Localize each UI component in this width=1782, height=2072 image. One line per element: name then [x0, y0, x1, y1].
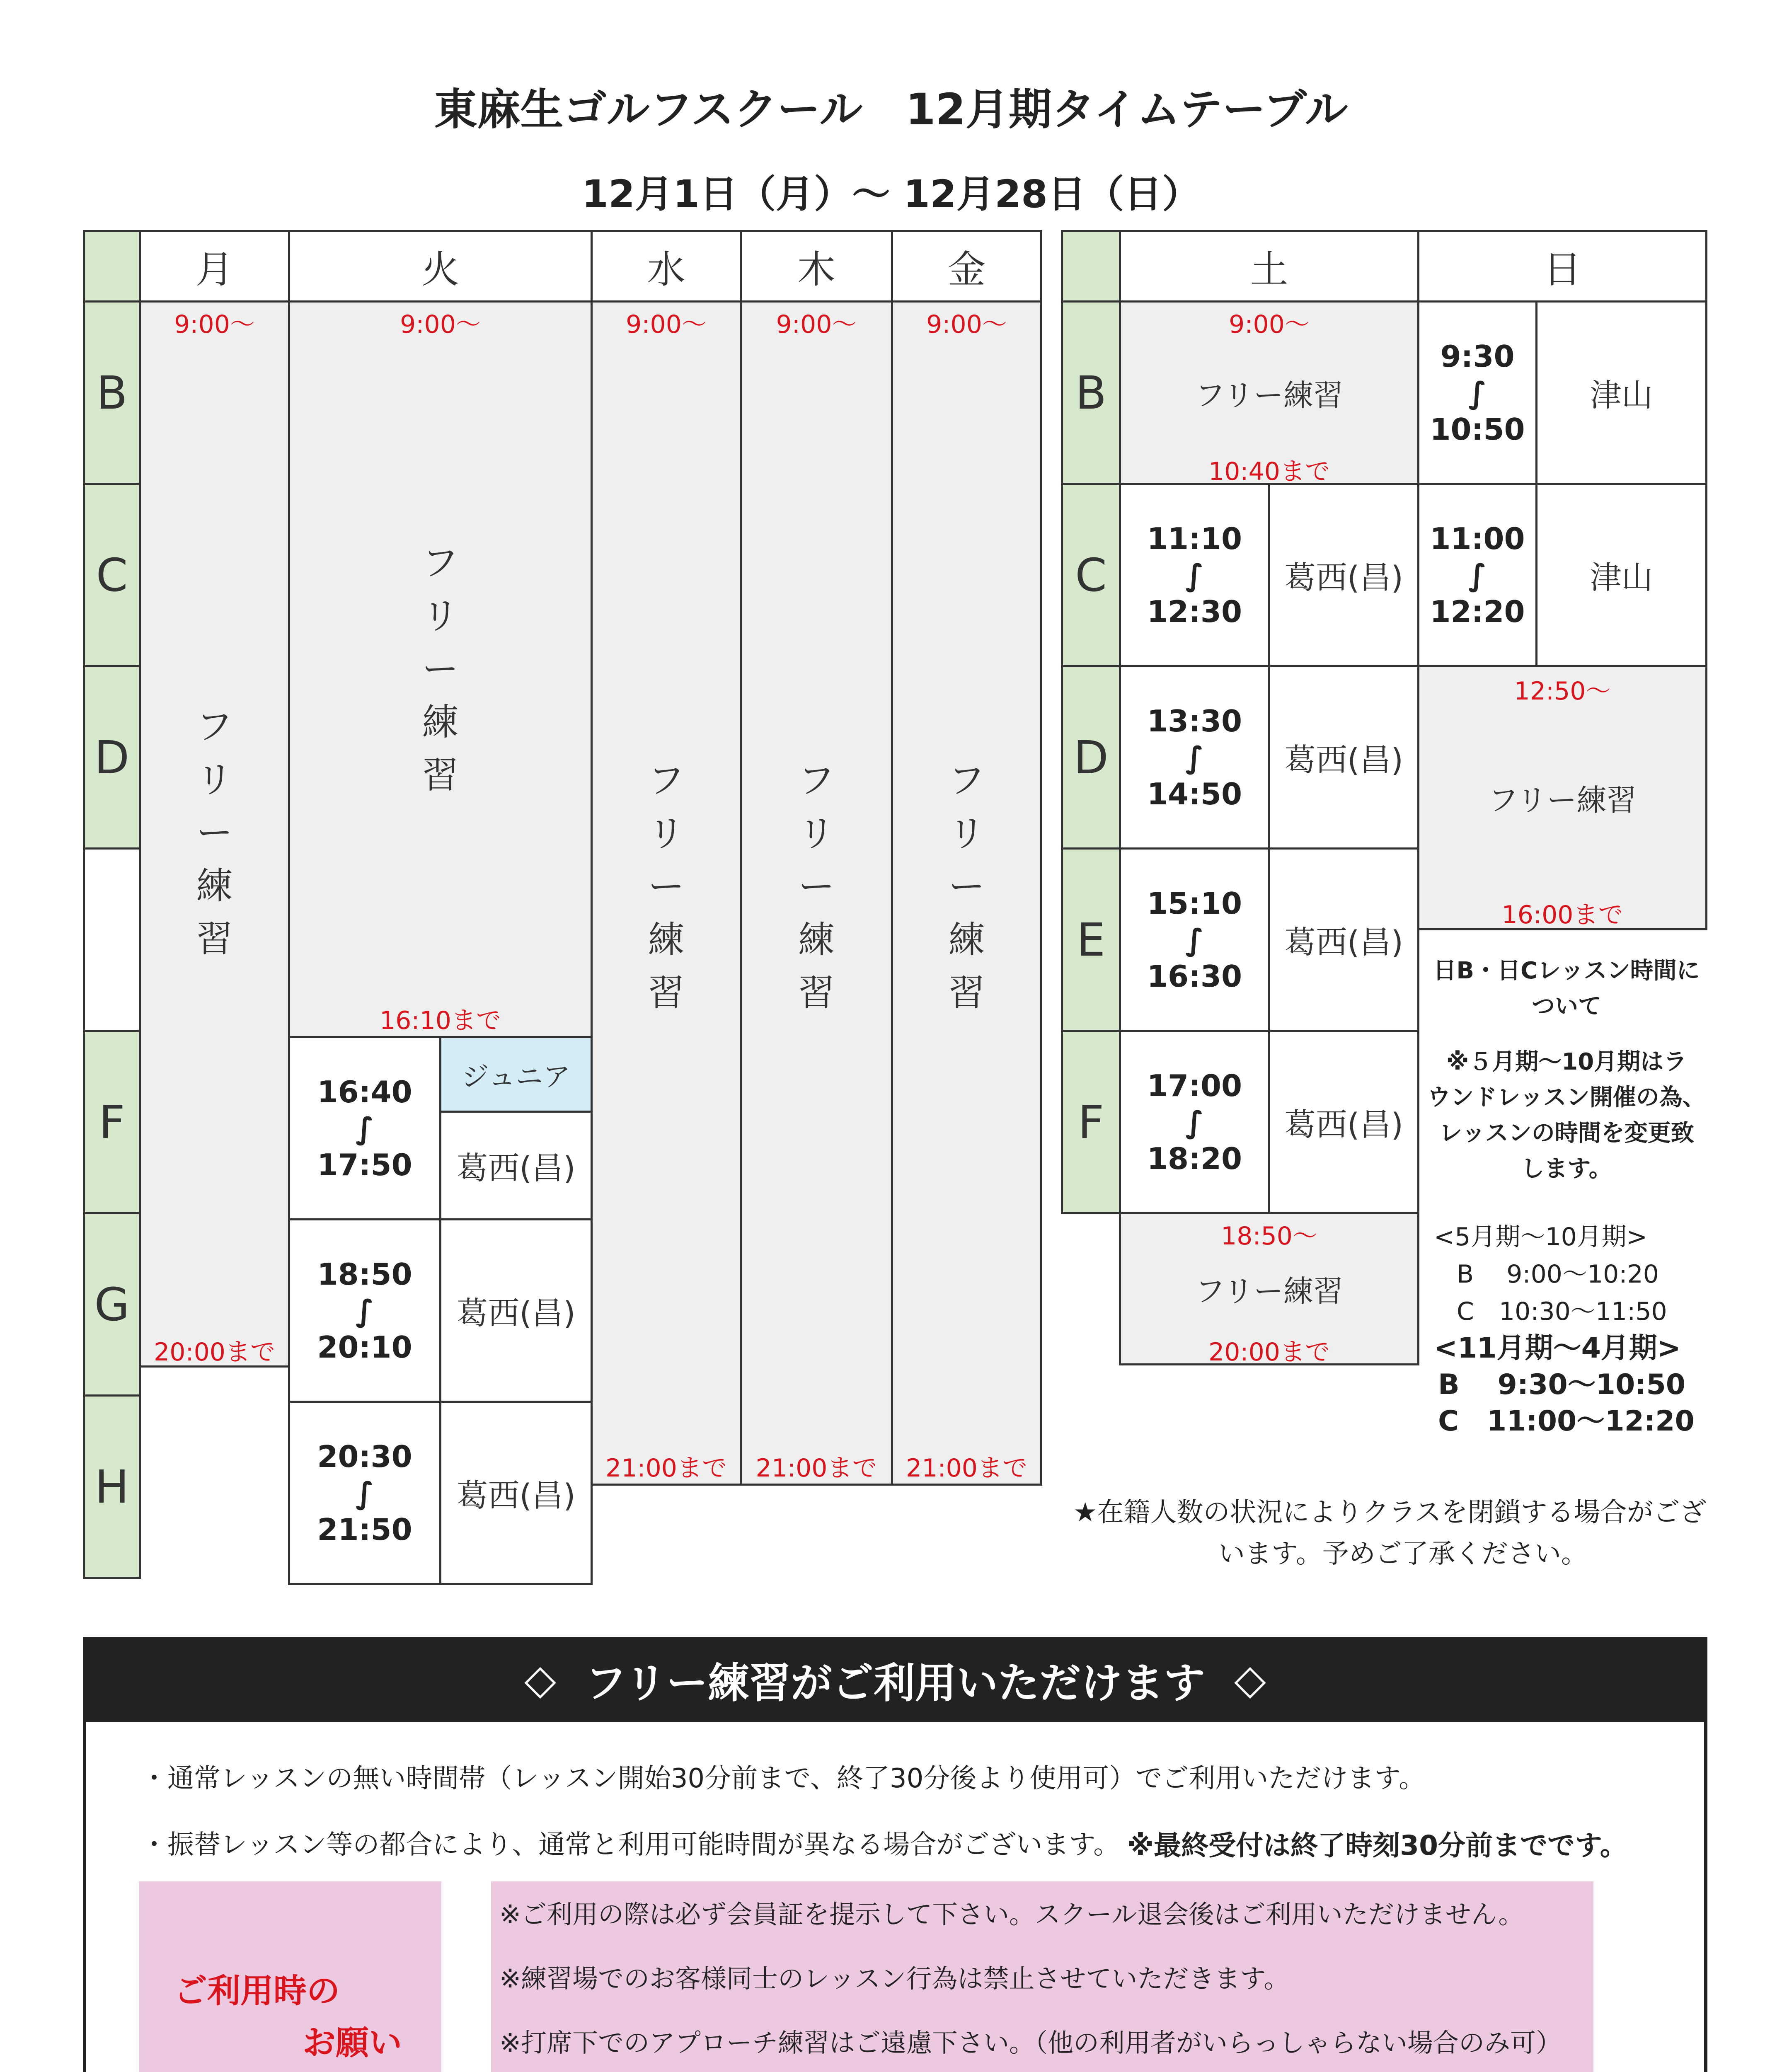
row-label-c-text: C — [96, 548, 128, 602]
winter-schedule: <11月期～4月期> B 9:30～10:50 C 11:00～12:20 — [1434, 1332, 1695, 1438]
day-label-sat: 土 — [1250, 247, 1288, 292]
sat-lesson-4-time: 17:00 ∫ 18:20 — [1147, 1068, 1242, 1176]
row-label-f-text: F — [99, 1095, 125, 1149]
sunday-note-heading: 日B・日Cレッスン時間に ついて — [1433, 957, 1700, 1020]
weekend-corner-cell — [1061, 230, 1121, 303]
fri-end-time: 21:00まで — [906, 1454, 1027, 1483]
class-closure-note: ★在籍人数の状況によりクラスを閉鎖する場合がござ います。予めご了承ください。 — [1073, 1497, 1707, 1569]
sat-lesson-4-coach: 葛西(昌) — [1284, 1106, 1404, 1143]
row-label-d-text: D — [94, 731, 130, 784]
tue-lesson-3-coach: 葛西(昌) — [456, 1477, 576, 1514]
tue-free-label: フ リ ー 練 習 — [422, 542, 459, 796]
weekend-row-c-text: C — [1075, 548, 1107, 602]
day-label-thu: 木 — [797, 247, 835, 292]
sun-lesson-1-coach: 津山 — [1590, 377, 1653, 414]
weekend-row-d-text: D — [1073, 731, 1109, 784]
sat-lesson-2-time: 13:30 ∫ 14:50 — [1147, 703, 1242, 811]
thu-end-time: 21:00まで — [755, 1454, 877, 1483]
free-practice-banner — [83, 1637, 1707, 1722]
weekend-row-e-text: E — [1076, 913, 1106, 966]
corner-cell — [83, 230, 141, 303]
sun-lesson-2-coach: 津山 — [1590, 559, 1653, 596]
sat-evening-label: フリー練習 — [1195, 1274, 1344, 1309]
request-label-line-1: ご利用時の — [174, 1972, 340, 2010]
request-item-1: ※ご利用の際は必ず会員証を提示して下さい。スクール退会後はご利用いただけません。 — [499, 1899, 1524, 1929]
thu-start-time: 9:00～ — [776, 310, 857, 339]
request-item-3: ※打席下でのアプローチ練習はご遠慮下さい。（他の利用者がいらっしゃらない場合のみ可） — [499, 2028, 1562, 2058]
request-item-2: ※練習場でのお客様同士のレッスン行為は禁止させていただきます。 — [499, 1963, 1290, 1994]
mon-start-time: 9:00～ — [174, 310, 255, 339]
row-label-g-text: G — [94, 1278, 130, 1331]
fri-free-label: フ リ ー 練 習 — [948, 759, 985, 1014]
row-label-h-text: H — [94, 1460, 129, 1513]
usage-bullet-1: ・通常レッスンの無い時間帯（レッスン開始30分前まで、終了30分後より使用可）でご利用いただけます。 — [141, 1763, 1426, 1794]
last-entry-note: ※最終受付は終了時刻30分前までです。 — [1127, 1830, 1627, 1861]
sat-lesson-1-time: 11:10 ∫ 12:30 — [1147, 521, 1242, 629]
sat-free-label: フリー練習 — [1195, 378, 1344, 413]
tue-junior-label: ジュニア — [461, 1061, 571, 1093]
day-label-sun: 日 — [1543, 247, 1581, 292]
mon-free-label: フ リ ー 練 習 — [196, 705, 233, 960]
diamond-icon: ◇ — [524, 1655, 556, 1704]
free-practice-title: フリー練習がご利用いただけます — [585, 1658, 1205, 1707]
summer-schedule: <5月期～10月期> B 9:00～10:20 C 10:30～11:50 — [1434, 1222, 1667, 1326]
fri-start-time: 9:00～ — [926, 310, 1007, 339]
sun-free-start: 12:50～ — [1514, 677, 1611, 706]
row-label-empty — [83, 847, 141, 1032]
sunday-note-body: ※５月期～10月期はラ ウンドレッスン開催の為、 レッスンの時間を変更致 します。 — [1427, 1048, 1706, 1182]
sat-evening-end: 20:00まで — [1208, 1338, 1330, 1367]
period-subtitle: 12月1日（月）～ 12月28日（日） — [581, 172, 1201, 216]
page-title: 東麻生ゴルフスクール 12月期タイムテーブル — [434, 84, 1348, 135]
sun-lesson-2-time: 11:00 ∫ 12:20 — [1430, 521, 1525, 629]
tue-start-time: 9:00～ — [400, 310, 481, 339]
usage-bullet-2: ・振替レッスン等の都合により、通常と利用可能時間が異なる場合がございます。 — [141, 1830, 1120, 1860]
thu-free-label: フ リ ー 練 習 — [798, 759, 835, 1014]
sat-free-end: 10:40まで — [1208, 457, 1330, 486]
sat-lesson-2-coach: 葛西(昌) — [1284, 741, 1404, 778]
tue-lesson-1-time: 16:40 ∫ 17:50 — [317, 1074, 412, 1182]
sat-lesson-1-coach: 葛西(昌) — [1284, 559, 1404, 596]
day-label-wed: 水 — [647, 247, 685, 292]
sat-free-start: 9:00～ — [1229, 310, 1310, 339]
wed-end-time: 21:00まで — [605, 1454, 727, 1483]
row-label-b-text: B — [96, 366, 128, 419]
tue-lesson-2-coach: 葛西(昌) — [456, 1295, 576, 1331]
day-label-tue: 火 — [421, 247, 460, 292]
weekend-row-b-text: B — [1075, 366, 1107, 419]
wed-free-label: フ リ ー 練 習 — [648, 759, 685, 1014]
sun-free-label: フリー練習 — [1488, 783, 1637, 818]
diamond-icon: ◇ — [1234, 1655, 1266, 1704]
mon-end-time: 20:00まで — [154, 1338, 275, 1367]
tue-end-time: 16:10まで — [380, 1006, 501, 1035]
tue-lesson-3-time: 20:30 ∫ 21:50 — [317, 1439, 412, 1547]
tue-lesson-2-time: 18:50 ∫ 20:10 — [317, 1256, 412, 1365]
tue-lesson-1-coach: 葛西(昌) — [456, 1150, 576, 1186]
sat-lesson-3-time: 15:10 ∫ 16:30 — [1147, 886, 1242, 994]
wed-start-time: 9:00～ — [626, 310, 707, 339]
weekend-row-f-text: F — [1077, 1095, 1104, 1149]
day-label-fri: 金 — [947, 247, 986, 292]
sun-free-end: 16:00まで — [1501, 900, 1623, 929]
day-label-mon: 月 — [195, 247, 234, 292]
sun-lesson-1-time: 9:30 ∫ 10:50 — [1430, 339, 1525, 447]
sat-evening-start: 18:50～ — [1221, 1222, 1317, 1251]
sat-lesson-3-coach: 葛西(昌) — [1284, 924, 1404, 961]
request-label-line-2: お願い — [303, 2024, 402, 2062]
